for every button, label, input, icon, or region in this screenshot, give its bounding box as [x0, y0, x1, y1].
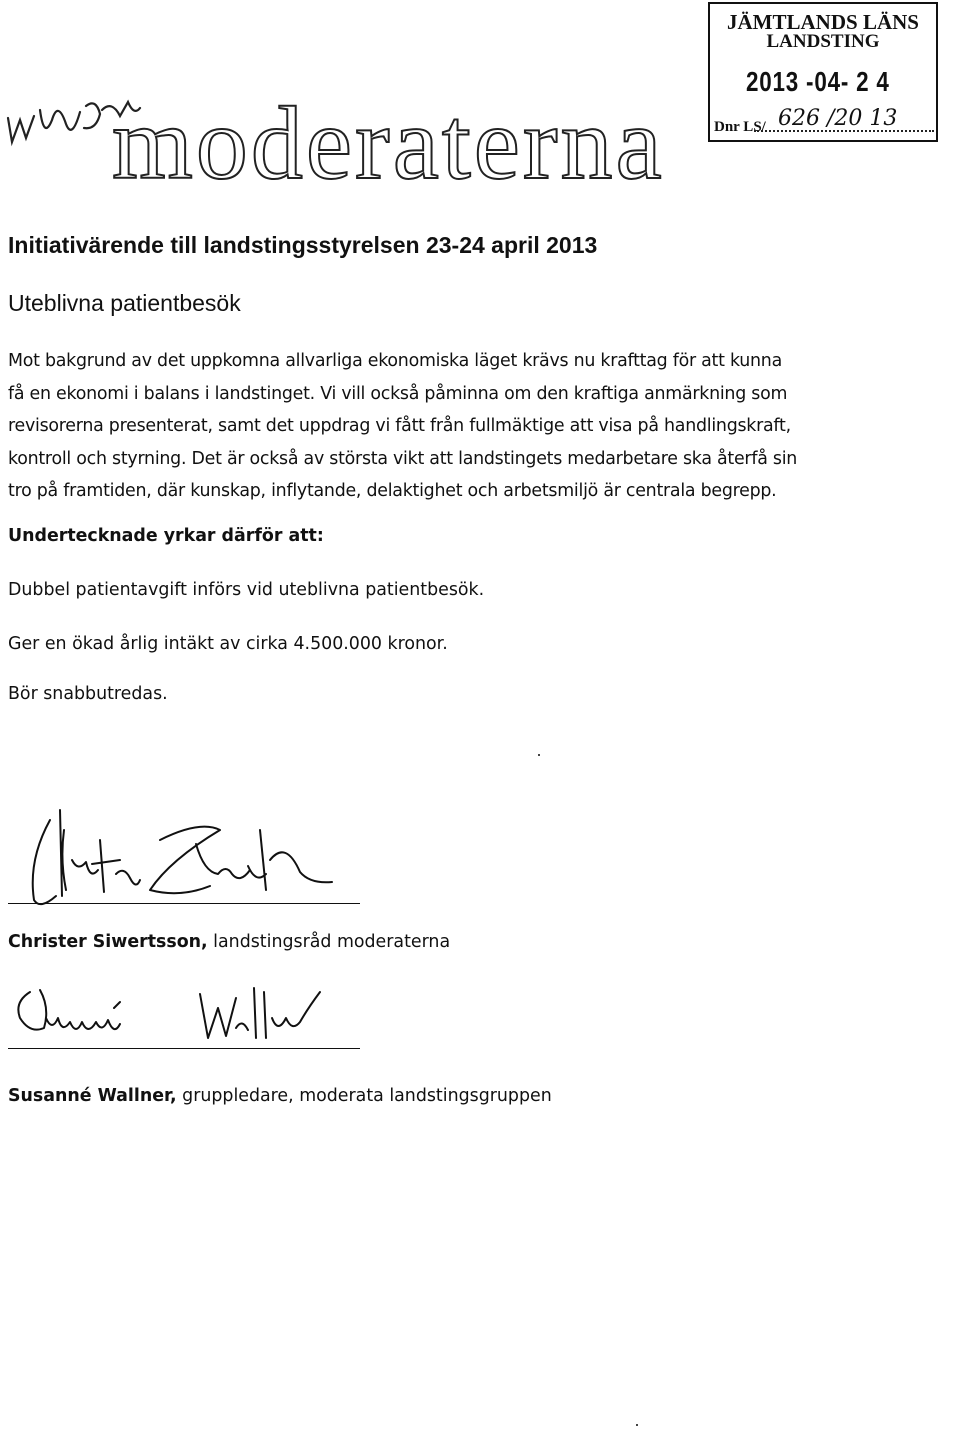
body-line: få en ekonomi i balans i landstinget. Vi vill också påminna om den kraftiga anmärkning som [8, 383, 788, 404]
signatory-2-role: gruppledare, moderata landstingsgruppen [176, 1086, 552, 1106]
stamp-dnr-label: Dnr LS/ [714, 119, 766, 135]
demand-item: Dubbel patientavgift införs vid uteblivna patientbesök. [8, 580, 485, 600]
stamp-org-line1: JÄMTLANDS LÄNS [727, 10, 919, 34]
body-line: Mot bakgrund av det uppkomna allvarliga ekonomiska läget krävs nu krafttag för att kunna [8, 351, 782, 371]
signature-line [8, 903, 360, 904]
signatory-1-name: Christer Siwertsson, [8, 932, 208, 952]
scan-speck [636, 1424, 638, 1426]
body-line: tro på framtiden, där kunskap, inflytande, delaktighet och arbetsmiljö är centrala begrepp. [8, 481, 777, 501]
signatory-2-name: Susanné Wallner, [8, 1086, 177, 1106]
received-stamp [708, 2, 938, 142]
signature-2-image [10, 978, 330, 1054]
signature-1-image [20, 800, 340, 910]
scan-speck [538, 754, 540, 756]
document-title: Initiativärende till landstingsstyrelsen 23-24 april 2013 [8, 232, 598, 258]
signatory-1 [8, 932, 450, 952]
signatory-2 [8, 1086, 552, 1106]
body-paragraph [8, 345, 948, 508]
document-subtitle: Uteblivna patientbesök [8, 290, 241, 316]
signatory-1-role: landstingsråd moderaterna [207, 932, 451, 952]
stamp-dnr-number: 626 /20 13 [778, 106, 898, 131]
stamp-org-line2: LANDSTING [766, 31, 880, 52]
demand-item: Bör snabbutredas. [8, 684, 168, 704]
signature-line [8, 1048, 360, 1049]
demand-item: Ger en ökad årlig intäkt av cirka 4.500.000 kronor. [8, 634, 448, 654]
body-line: revisorerna presenterat, samt det uppdrag vi fått från fullmäktige att visa på handlingskraft, [8, 416, 791, 436]
stamp-dnr-row [714, 106, 898, 136]
logo-wordmark: moderaterna [112, 86, 665, 201]
body-line: kontroll och styrning. Det är också av största vikt att landstingets medarbetare ska återfå sin [8, 448, 798, 469]
stamp-date: 2013 -04- 2 4 [746, 66, 890, 97]
demand-heading: Undertecknade yrkar därför att: [8, 526, 324, 546]
moderaterna-logo [0, 40, 700, 201]
